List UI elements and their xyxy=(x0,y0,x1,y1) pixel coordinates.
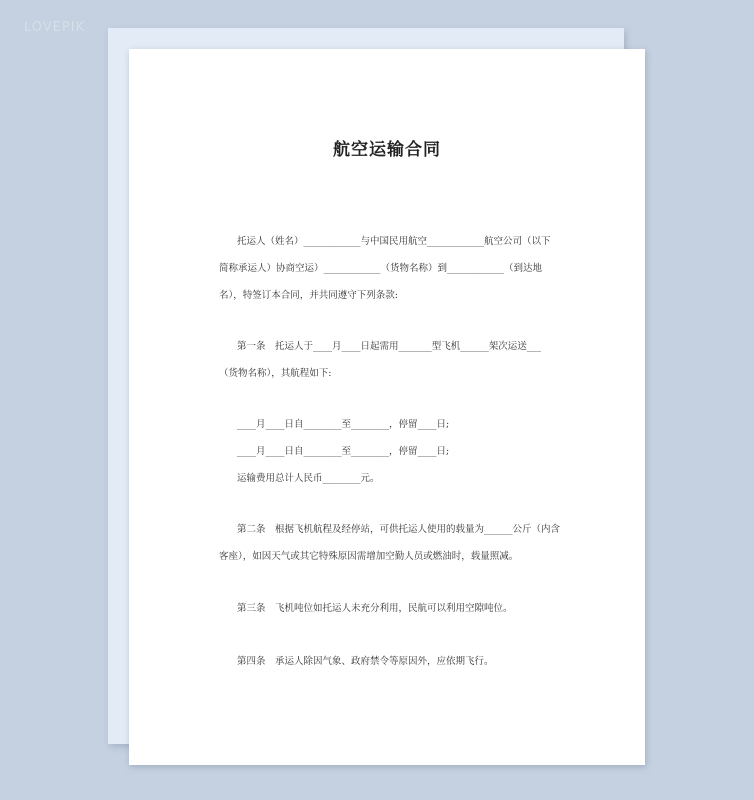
paragraph-intro-line-1: 托运人（姓名）____________与中国民用航空____________航空公司（以下 xyxy=(237,236,551,247)
article-1-line-2: （货物名称），其航程如下: xyxy=(219,368,332,379)
watermark-text: LOVEPIK xyxy=(24,20,86,35)
route-line-2: ____月____日自________至________，停留____日; xyxy=(237,446,450,457)
paragraph-intro-line-2: 简称承运人）协商空运）____________（货物名称）到____________（到达地 xyxy=(219,263,543,274)
freight-total-line: 运输费用总计人民币________元。 xyxy=(237,473,380,484)
paragraph-intro-line-3: 名），特签订本合同，并共同遵守下列条款: xyxy=(219,290,398,301)
article-2-line-1: 第二条 根据飞机航程及经停站，可供托运人使用的载量为______公斤（内含 xyxy=(237,524,561,535)
article-4-line: 第四条 承运人除因气象、政府禁令等原因外，应依期飞行。 xyxy=(237,656,494,667)
document-title: 航空运输合同 xyxy=(333,140,441,160)
route-line-1: ____月____日自________至________，停留____日; xyxy=(237,419,450,430)
article-1-line-1: 第一条 托运人于____月____日起需用_______型飞机______架次运送___ xyxy=(237,341,542,352)
article-2-line-2: 客座），如因天气或其它特殊原因需增加空勤人员或燃油时，载量照减。 xyxy=(219,551,519,562)
article-3-line: 第三条 飞机吨位如托运人未充分利用，民航可以利用空隙吨位。 xyxy=(237,603,513,614)
contract-page xyxy=(129,49,645,765)
